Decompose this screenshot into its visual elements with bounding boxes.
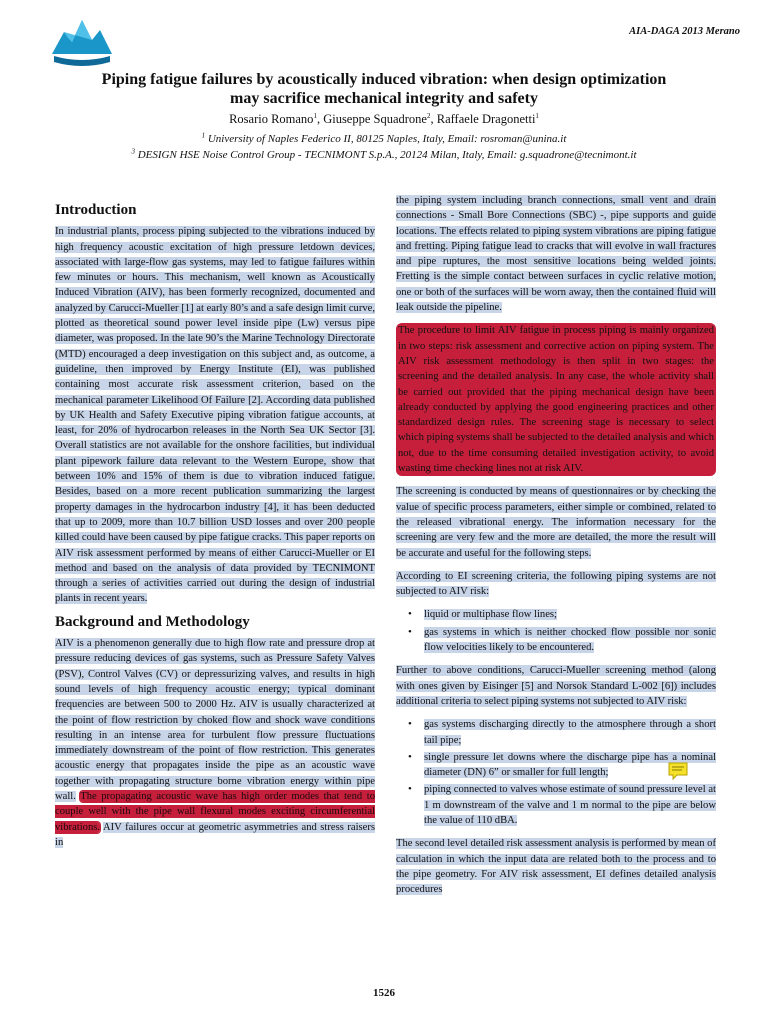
background-paragraph[interactable]: AIV is a phenomenon generally due to high flow rate and pressure drop at pressure reducing devices of gas systems, such as Pressure Safety Valves (PSV), Control Valves (CV) or depressurizing valves, and results in high sound levels of high frequency acoustic energy; typical dominant frequencies are between 500 to 2000 Hz. AIV is usually characterized at the point of flow restriction by choked flow and shock wave conditions resulting in an intense area for turbulent flow pressure fluctuations immediately downstream of the point of flow restriction. This generates acoustic energy that propagates inside the pipe as an acoustic wave together with propagating structure borne vibration energy within pipe wall. The propagating acoustic wave has high order modes that tend to couple well with the pipe wall flexural modes exciting circumferential vibrations. AIV failures occur at geometric asymmetries and stress raisers in	[55, 638, 375, 848]
paragraph-ei-criteria[interactable]: According to EI screening criteria, the following piping systems are not subjected to AIV risk:	[396, 570, 716, 598]
affiliation-1: $^1$ University of Naples Federico II, 80125 Naples, Italy, Email: rosroman@unina.it	[201, 131, 567, 145]
title-line-1: Piping fatigue failures by acoustically induced vibration: when design optimization	[101, 71, 667, 88]
author-sup: 2	[426, 111, 431, 120]
list-item[interactable]: • piping connected to valves whose estimate of sound pressure level at 1 m downstream of the valve and 1 m normal to the pipe are below the value of 110 dBA.	[396, 782, 716, 828]
author-sup: 1	[313, 111, 317, 120]
mountain-logo-icon	[50, 14, 114, 68]
list-item[interactable]: • gas systems in which is neither chocked flow possible nor sonic flow velocities likely to be encountered.	[396, 625, 716, 656]
author-name: Rosario Romano	[229, 112, 314, 126]
list-item[interactable]: • liquid or multiphase flow lines;	[396, 607, 716, 622]
conference-name: AIA-DAGA 2013 Merano	[629, 26, 740, 37]
author-name: Giuseppe Squadrone	[323, 112, 427, 126]
paragraph-carucci-criteria[interactable]: Further to above conditions, Carucci-Mueller screening method (along with ones given by Eisinger [5] and Norsok Standard L-002 [6]) includes additional criteria to select piping systems not subjected to AIV risk:	[396, 665, 716, 707]
paragraph-detailed-analysis[interactable]: The second level detailed risk assessment analysis is performed by mean of calculation in which the input data are related both to the process and to the pipe geometry. For AIV risk assessment, EI defines detailed analysis procedures	[396, 838, 716, 896]
list-item[interactable]: • gas systems discharging directly to the atmosphere through a short tail pipe;	[396, 717, 716, 748]
affiliation-2: $^3$ DESIGN HSE Noise Control Group - TECNIMONT S.p.A., 20124 Milan, Italy, Email: g.squadrone@tecnimont.it	[131, 147, 637, 161]
author-list: Rosario Romano$^1$, Giuseppe Squadrone$^2$, Raffaele Dragonetti$^1$	[229, 111, 539, 126]
left-column	[55, 195, 375, 858]
highlighted-paragraph[interactable]: The procedure to limit AIV fatigue in process piping is mainly organized in two steps: risk assessment and corrective action on piping system. The AIV risk assessment methodology is then split in two stages: the screening and the detailed analysis. In any case, the whole activity shall be carried out provided that the piping mechanical design have been already conducted by applying the good engineering practices and other standardized design rules. The screening stage is necessary to select which piping systems shall be subjected to the detailed analysis and which not, due to the time consuming detailed investigation activity, to avoid wasting time checking lines not at risk AIV.	[396, 323, 716, 476]
background-heading: Background and Methodology	[55, 613, 250, 630]
comment-note-icon[interactable]	[667, 760, 689, 782]
highlighted-text[interactable]: The propagating acoustic wave has high order modes that tend to couple well with the pipe wall flexural modes exciting circumferential vibrations.	[55, 790, 375, 833]
page-number: 1526	[373, 987, 395, 999]
paragraph-effects[interactable]: the piping system including branch connections, small vent and drain connections - Small Bore Connections (SBC) -, pipe supports and guide locations. The effects related to piping system vibrations are piping fatigue and fretting. Piping fatigue lead to cracks that will evolve in wall fractures and pipe ruptures, the most sensitive locations being welded joints. Fretting is the simple contact between surfaces in cyclic relative motion, one or both of the surfaces will be worn away, then the contained fluid will leak outside the pipeline.	[396, 195, 716, 314]
list-item[interactable]: • single pressure let downs where the discharge pipe has a nominal diameter (DN) 6” or smaller for full length;	[396, 750, 716, 781]
introduction-heading: Introduction	[55, 202, 137, 218]
ei-criteria-list	[396, 607, 716, 655]
paper-title	[40, 70, 728, 108]
title-line-2: may sacrifice mechanical integrity and safety	[230, 90, 538, 107]
right-column	[396, 193, 716, 905]
conference-logo	[50, 14, 114, 68]
author-name: Raffaele Dragonetti	[436, 112, 536, 126]
paragraph-screening[interactable]: The screening is conducted by means of questionnaires or by checking the value of specific process parameters, either simple or combined, related to the released vibrational energy. The information necessary for the screening are very few and the more are detailed, the more the result will be accurate and useful for the following steps.	[396, 486, 716, 559]
introduction-paragraph[interactable]: In industrial plants, process piping subjected to the vibrations induced by high frequency acoustic excitation of high pressure letdown devices, associated with large-flow gas systems, may led to fatigue failures within few minutes or hours. This mechanism, well known as Acoustically Induced Vibration (AIV), has been formerly recognized, documented and analyzed by Carucci-Mueller [1] at early 80’s and a safe design limit curve, plotted as theoretical sound power level inside pipe (Lw) versus pipe diameter, was proposed. In the late 90’s the Marine Technology Directorate (MTD) encouraged a deep investigation on this subject and, as outcome, a guideline, then improved by Energy Institute (EI), was published containing most accurate risk assessment criterion, based on the mechanical parameter Likelihood Of Failure [2]. According data published by UK Health and Safety Executive piping vibration fatigue accounts, at least, for 20% of hydrocarbon releases in the North Sea UK Sector [3]. Overall statistics are not available for the onshore facilities, but individual plant pipework failure data relevant to the Western Europe, show that between 10% and 15% of them is due to vibration induced fatigue. Besides, based on a more recent publication summarizing the largest property damages in the hydrocarbon industry [4], it has been deducted that up to 2009, more than 10.7 billion USD losses and over 200 people killed could have been caused by pipe fatigue cracks. This paper reports on AIV risk assessment performed by means of either Carucci-Mueller or EI method and based on the analysis of data provided by TECNIMONT through a series of activities carried out during the design of industrial plants in recent years.	[55, 226, 375, 605]
author-sup: 1	[535, 111, 539, 120]
